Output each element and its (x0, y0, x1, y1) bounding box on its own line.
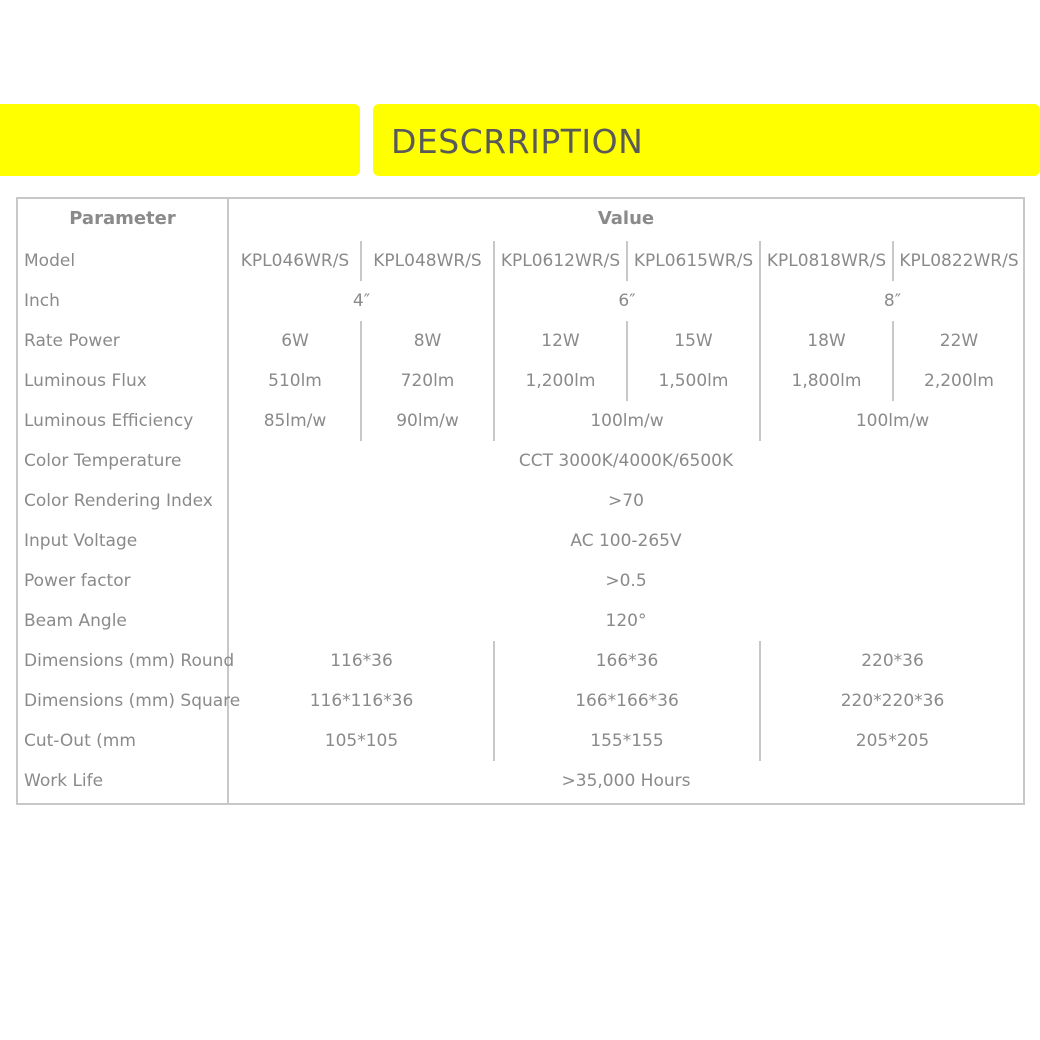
value-header: Value (597, 208, 655, 229)
rate-power-cell: 8W (413, 331, 442, 351)
luminous-efficiency-cell: 100lm/w (855, 411, 930, 431)
dimensions-square-cell: 116*116*36 (309, 691, 414, 711)
color-rendering-index-value: >70 (608, 491, 644, 511)
description-banner (373, 104, 1040, 176)
luminous-flux-cell: 1,800lm (791, 371, 862, 391)
row-label-dimensions-square: Dimensions (mm) Square (24, 691, 241, 711)
row-label-power-factor: Power factor (24, 571, 131, 591)
row-label-input-voltage: Input Voltage (24, 531, 138, 551)
row-label-color-temperature: Color Temperature (24, 451, 182, 471)
row-label-rate-power: Rate Power (24, 331, 120, 351)
rate-power-cell: 6W (281, 331, 309, 351)
luminous-flux-cell: 1,500lm (658, 371, 729, 391)
group-divider (759, 641, 761, 761)
column-divider (360, 241, 362, 281)
luminous-flux-cell: 2,200lm (924, 371, 994, 391)
luminous-flux-cell: 720lm (400, 371, 455, 391)
column-divider (892, 241, 894, 281)
luminous-flux-cell: 510lm (268, 371, 322, 391)
group-divider (493, 641, 495, 761)
row-label-luminous-flux: Luminous Flux (24, 371, 147, 391)
group-divider (493, 241, 495, 441)
model-cell: KPL048WR/S (373, 251, 482, 271)
luminous-efficiency-cell: 100lm/w (590, 411, 664, 431)
dimensions-square-cell: 220*220*36 (840, 691, 945, 711)
luminous-efficiency-cell: 90lm/w (396, 411, 459, 431)
row-label-inch: Inch (24, 291, 60, 311)
dimensions-square-cell: 166*166*36 (575, 691, 679, 711)
model-cell: KPL0822WR/S (899, 251, 1019, 271)
row-label-cut-out: Cut-Out (mm (24, 731, 136, 751)
cut-out-cell: 105*105 (324, 731, 399, 751)
input-voltage-value: AC 100-265V (570, 531, 682, 551)
inch-cell: 8″ (883, 291, 902, 311)
cut-out-cell: 155*155 (590, 731, 664, 751)
banner-title: DESCRRIPTION (391, 122, 644, 161)
model-cell: KPL0818WR/S (766, 251, 887, 271)
power-factor-value: >0.5 (605, 571, 647, 591)
group-divider (759, 241, 761, 441)
dimensions-round-cell: 220*36 (861, 651, 924, 671)
luminous-efficiency-cell: 85lm/w (263, 411, 327, 431)
inch-cell: 4″ (352, 291, 371, 311)
row-label-luminous-efficiency: Luminous Efficiency (24, 411, 194, 431)
inch-cell: 6″ (618, 291, 636, 311)
column-divider (626, 241, 628, 281)
column-divider (892, 321, 894, 401)
banner-left-block (0, 104, 360, 176)
model-cell: KPL0612WR/S (500, 251, 621, 271)
work-life-value: >35,000 Hours (561, 771, 691, 791)
column-divider (626, 321, 628, 401)
row-label-work-life: Work Life (24, 771, 104, 791)
rate-power-cell: 15W (674, 331, 713, 351)
spec-table (16, 197, 1025, 805)
rate-power-cell: 12W (541, 331, 580, 351)
model-cell: KPL046WR/S (240, 251, 350, 271)
model-cell: KPL0615WR/S (633, 251, 754, 271)
parameter-header: Parameter (69, 208, 176, 229)
dimensions-round-cell: 166*36 (595, 651, 659, 671)
color-temperature-value: CCT 3000K/4000K/6500K (518, 451, 734, 471)
beam-angle-value: 120° (605, 611, 647, 631)
luminous-flux-cell: 1,200lm (525, 371, 596, 391)
column-divider (360, 321, 362, 441)
row-label-color-rendering-index: Color Rendering Index (24, 491, 213, 511)
row-label-beam-angle: Beam Angle (24, 611, 127, 631)
cut-out-cell: 205*205 (855, 731, 930, 751)
row-label-model: Model (24, 251, 76, 271)
row-label-dimensions-round: Dimensions (mm) Round (24, 651, 235, 671)
rate-power-cell: 22W (939, 331, 979, 351)
dimensions-round-cell: 116*36 (330, 651, 393, 671)
rate-power-cell: 18W (807, 331, 846, 351)
